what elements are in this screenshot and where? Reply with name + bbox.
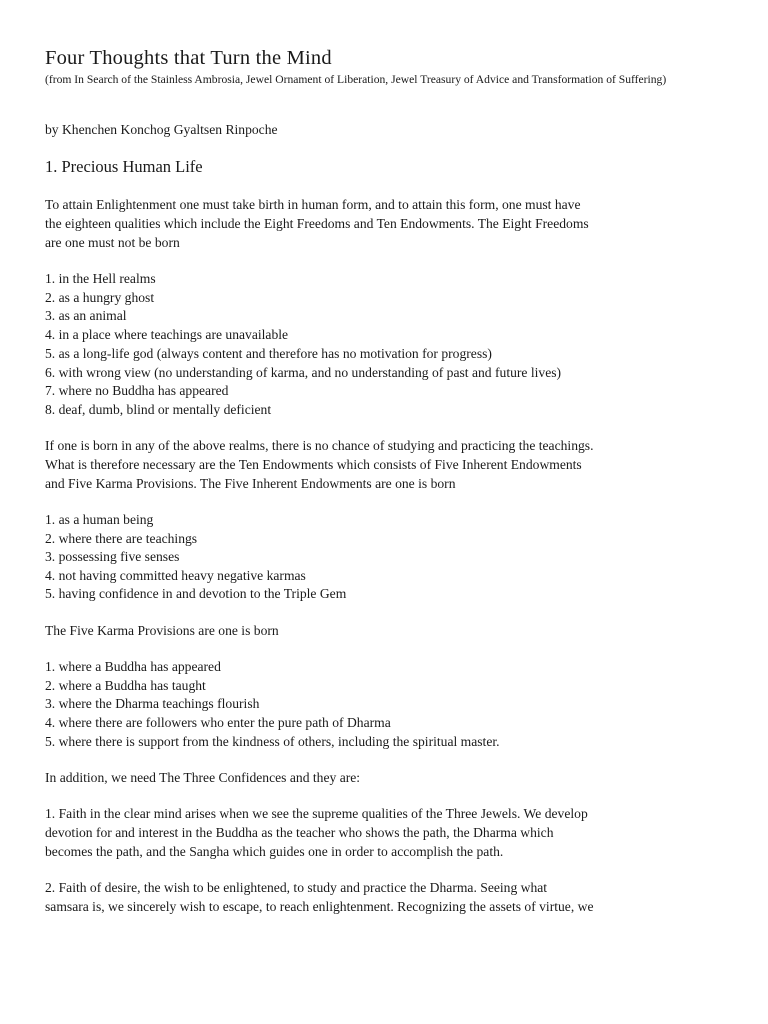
freedom-list-item: 3. as an animal	[45, 308, 127, 323]
freedom-list-item: 1. in the Hell realms	[45, 271, 156, 286]
inherent-endowment-item: 1. as a human being	[45, 512, 154, 527]
inherent-endowment-item: 4. not having committed heavy negative karmas	[45, 568, 306, 583]
karma-provision-item: 4. where there are followers who enter the pure path of Dharma	[45, 715, 391, 730]
freedom-list-item: 2. as a hungry ghost	[45, 290, 155, 305]
inherent-endowment-item: 2. where there are teachings	[45, 531, 198, 546]
endowments-intro-line: and Five Karma Provisions. The Five Inherent Endowments are one is born	[45, 476, 456, 491]
intro-line: To attain Enlightenment one must take birth in human form, and to attain this form, one must have	[45, 197, 581, 212]
karma-provision-item: 5. where there is support from the kindness of others, including the spiritual master.	[45, 734, 500, 749]
confidence-1-line: becomes the path, and the Sangha which guides one in order to accomplish the path.	[45, 844, 504, 859]
author-byline: by Khenchen Konchog Gyaltsen Rinpoche	[45, 122, 278, 137]
intro-line: are one must not be born	[45, 235, 180, 250]
freedom-list-item: 5. as a long-life god (always content and therefore has no motivation for progress)	[45, 346, 492, 361]
document-subtitle: (from In Search of the Stainless Ambrosia, Jewel Ornament of Liberation, Jewel Treasury of Advice and Transformation of Suffering)	[45, 73, 667, 86]
freedom-list-item: 6. with wrong view (no understanding of karma, and no understanding of past and future lives)	[45, 365, 562, 380]
karma-provision-item: 3. where the Dharma teachings flourish	[45, 696, 260, 711]
confidence-1-line: 1. Faith in the clear mind arises when we see the supreme qualities of the Three Jewels. We develop	[45, 806, 588, 821]
confidence-2-line: 2. Faith of desire, the wish to be enlightened, to study and practice the Dharma. Seeing what	[45, 880, 548, 895]
karma-provision-item: 1. where a Buddha has appeared	[45, 659, 221, 674]
confidence-2-line: samsara is, we sincerely wish to escape, to reach enlightenment. Recognizing the assets of virtue, we	[45, 899, 594, 914]
inherent-endowment-item: 3. possessing five senses	[45, 549, 180, 564]
freedom-list-item: 7. where no Buddha has appeared	[45, 383, 229, 398]
confidences-intro: In addition, we need The Three Confidences and they are:	[45, 770, 361, 785]
freedom-list-item: 4. in a place where teachings are unavailable	[45, 327, 289, 342]
section-heading: 1. Precious Human Life	[45, 157, 203, 176]
karma-provision-item: 2. where a Buddha has taught	[45, 678, 206, 693]
endowments-intro-line: What is therefore necessary are the Ten Endowments which consists of Five Inherent Endowments	[45, 457, 582, 472]
karma-provisions-intro: The Five Karma Provisions are one is born	[45, 623, 279, 638]
confidence-1-line: devotion for and interest in the Buddha as the teacher who shows the path, the Dharma which	[45, 825, 554, 840]
inherent-endowment-item: 5. having confidence in and devotion to the Triple Gem	[45, 586, 347, 601]
intro-line: the eighteen qualities which include the Eight Freedoms and Ten Endowments. The Eight Freedoms	[45, 216, 589, 231]
endowments-intro-line: If one is born in any of the above realms, there is no chance of studying and practicing the teachings.	[45, 438, 594, 453]
freedom-list-item: 8. deaf, dumb, blind or mentally deficient	[45, 402, 272, 417]
document-title: Four Thoughts that Turn the Mind	[45, 47, 332, 69]
